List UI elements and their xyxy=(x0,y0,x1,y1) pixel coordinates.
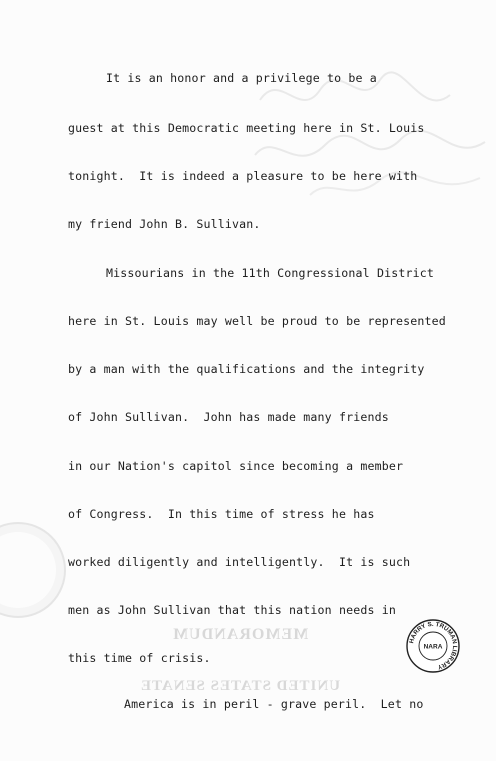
faint-seal-left xyxy=(0,522,66,618)
text-line-12: men as John Sullivan that this nation needs in xyxy=(68,603,396,617)
text-line-7: by a man with the qualifications and the integrity xyxy=(68,362,425,376)
show-through-senate: UNITED STATES SENATE xyxy=(140,678,341,694)
text-line-3: tonight. It is indeed a pleasure to be here with xyxy=(68,169,418,183)
text-line-13: this time of crisis. xyxy=(68,651,211,665)
library-stamp xyxy=(406,619,460,673)
handwriting-show-through: ​ xyxy=(288,88,292,118)
text-line-10: of Congress. In this time of stress he has xyxy=(68,507,375,521)
text-line-6: here in St. Louis may well be proud to be represented xyxy=(68,314,446,328)
text-line-5: Missourians in the 11th Congressional District xyxy=(106,266,434,280)
text-line-11: worked diligently and intelligently. It is such xyxy=(68,555,411,569)
stamp-center-text: NARA xyxy=(423,643,443,651)
text-line-1: It is an honor and a privilege to be a xyxy=(106,71,377,85)
text-line-8: of John Sullivan. John has made many friends xyxy=(68,410,389,424)
text-line-2: guest at this Democratic meeting here in St. Louis xyxy=(68,121,425,135)
stamp-ring-text: HARRY S. TRUMAN LIBRARY xyxy=(408,620,459,671)
text-line-4: my friend John B. Sullivan. xyxy=(68,217,261,231)
text-line-9: in our Nation's capitol since becoming a member xyxy=(68,459,404,473)
text-line-14: America is in peril - grave peril. Let no xyxy=(124,697,424,711)
show-through-memorandum: MEMORANDUM xyxy=(172,626,309,643)
